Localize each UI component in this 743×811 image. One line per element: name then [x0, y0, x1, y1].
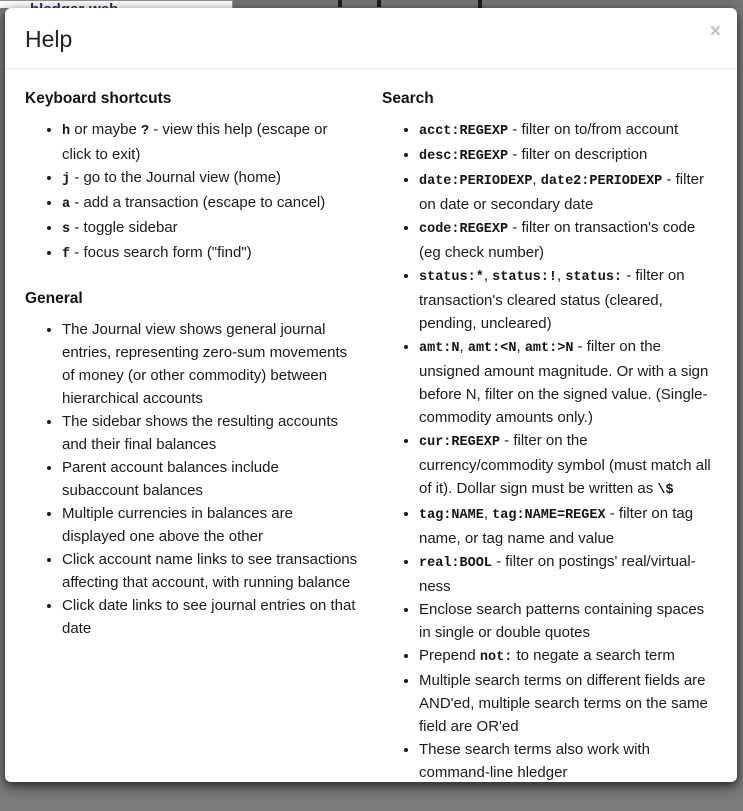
help-list-item: • j - go to the Journal view (home): [62, 166, 358, 191]
help-list-item: • real:BOOL - filter on postings' real/virtual-ness: [419, 550, 715, 598]
code-term: real:BOOL: [419, 556, 492, 571]
code-term: tag:NAME=REGEX: [492, 508, 606, 523]
help-list-item: • The sidebar shows the resulting accounts and their final balances: [62, 410, 358, 456]
help-list-search: [382, 118, 715, 784]
modal-header: [5, 8, 737, 69]
code-term: ?: [140, 124, 150, 139]
code-term: date2:PERIODEXP: [540, 174, 663, 189]
code-term: status:*: [419, 270, 484, 285]
help-list-keyboard-shortcuts: [25, 118, 358, 266]
section-heading-general: General: [25, 290, 83, 307]
code-term: amt:>N: [524, 341, 574, 356]
help-list-item: • cur:REGEXP - filter on the currency/commodity symbol (must match all of it). Dollar sign must be written as \$: [419, 429, 715, 502]
help-modal: [5, 8, 737, 782]
help-list-item: • Multiple search terms on different fields are AND'ed, multiple search terms on the same field are OR'ed: [419, 669, 715, 738]
code-term: desc:REGEXP: [419, 149, 509, 164]
help-list-item: • Click account name links to see transactions affecting that account, with running balance: [62, 548, 358, 594]
help-list-item: • code:REGEXP - filter on transaction's code (eg check number): [419, 216, 715, 264]
code-term: a: [62, 197, 71, 212]
code-term: code:REGEXP: [419, 222, 509, 237]
help-list-item: • Prepend not: to negate a search term: [419, 644, 715, 669]
code-term: date:PERIODEXP: [419, 174, 533, 189]
help-list-item: • status:*, status:!, status: - filter on transaction's cleared status (cleared, pending, uncleared): [419, 264, 715, 335]
code-term: f: [62, 247, 71, 262]
help-list-item: • f - focus search form ("find"): [62, 241, 358, 266]
help-list-item: • Click date links to see journal entries on that date: [62, 594, 358, 640]
code-term: cur:REGEXP: [419, 435, 501, 450]
help-list-item: • acct:REGEXP - filter on to/from account: [419, 118, 715, 143]
help-list-item: • The Journal view shows general journal entries, representing zero-sum movements of money (or other commodity) between hierarchical accounts: [62, 318, 358, 410]
help-list-item: • a - add a transaction (escape to cancel): [62, 191, 358, 216]
code-term: status:!: [492, 270, 557, 285]
help-list-item: • s - toggle sidebar: [62, 216, 358, 241]
help-list-item: • Parent account balances include subaccount balances: [62, 456, 358, 502]
help-list-item: • amt:N, amt:<N, amt:>N - filter on the unsigned amount magnitude. Or with a sign before N, filter on the signed value. (Single-commodity amounts only.): [419, 335, 715, 429]
help-section-general: [25, 289, 358, 640]
help-section-search: [382, 89, 715, 784]
help-column-left: [25, 89, 358, 784]
help-column-right: [382, 89, 715, 784]
code-term: \$: [657, 483, 674, 498]
code-term: j: [62, 172, 71, 187]
code-term: acct:REGEXP: [419, 124, 509, 139]
help-list-item: • These search terms also work with command-line hledger: [419, 738, 715, 784]
help-list-item: • Enclose search patterns containing spaces in single or double quotes: [419, 598, 715, 644]
help-list-general: [25, 318, 358, 640]
section-heading-keyboard-shortcuts: Keyboard shortcuts: [25, 90, 172, 107]
code-term: not:: [479, 650, 513, 665]
help-list-item: • tag:NAME, tag:NAME=REGEX - filter on tag name, or tag name and value: [419, 502, 715, 550]
help-list-item: • Multiple currencies in balances are displayed one above the other: [62, 502, 358, 548]
code-term: tag:NAME: [419, 508, 484, 523]
help-list-item: • desc:REGEXP - filter on description: [419, 143, 715, 168]
code-term: amt:<N: [467, 341, 517, 356]
code-term: s: [62, 222, 71, 237]
modal-title: Help: [25, 26, 73, 52]
help-section-keyboard-shortcuts: [25, 89, 358, 266]
code-term: amt:N: [419, 341, 460, 356]
modal-body: [5, 69, 737, 808]
code-term: h: [62, 124, 71, 139]
section-heading-search: Search: [382, 90, 434, 107]
help-list-item: • h or maybe ? - view this help (escape or click to exit): [62, 118, 358, 166]
code-term: status:: [565, 270, 623, 285]
help-list-item: • date:PERIODEXP, date2:PERIODEXP - filter on date or secondary date: [419, 168, 715, 216]
close-icon[interactable]: ×: [709, 21, 721, 42]
